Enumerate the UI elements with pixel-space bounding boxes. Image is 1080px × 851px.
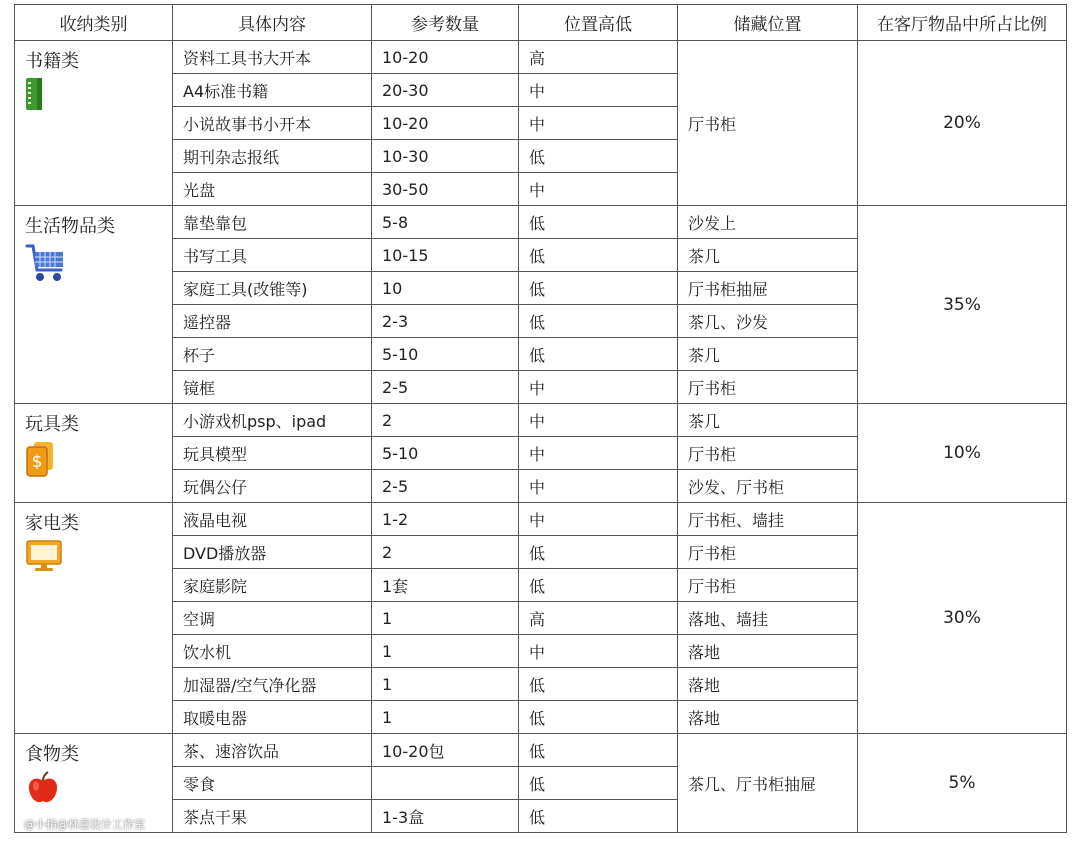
storage-cell: 沙发上 — [678, 206, 858, 239]
shopping-cart-icon — [25, 242, 162, 289]
category-cell — [15, 404, 173, 503]
notebook-icon — [25, 77, 162, 116]
item-cell: A4标准书籍 — [173, 74, 372, 107]
quantity-cell: 20-30 — [372, 74, 519, 107]
item-cell: 液晶电视 — [173, 503, 372, 536]
header-category: 收纳类别 — [15, 5, 173, 41]
percent-cell: 5% — [858, 734, 1067, 833]
storage-cell: 厅书柜 — [678, 536, 858, 569]
header-row — [15, 5, 1067, 41]
height-cell: 中 — [519, 635, 678, 668]
height-cell: 中 — [519, 173, 678, 206]
percent-cell: 10% — [858, 404, 1067, 503]
item-cell: 镜框 — [173, 371, 372, 404]
storage-cell: 厅书柜 — [678, 41, 858, 206]
item-cell: 空调 — [173, 602, 372, 635]
quantity-cell: 10-20 — [372, 41, 519, 74]
height-cell: 中 — [519, 437, 678, 470]
height-cell: 低 — [519, 305, 678, 338]
height-cell: 低 — [519, 272, 678, 305]
storage-table — [14, 4, 1067, 833]
table-row — [15, 404, 1067, 437]
height-cell: 低 — [519, 239, 678, 272]
percent-cell: 20% — [858, 41, 1067, 206]
item-cell: DVD播放器 — [173, 536, 372, 569]
height-cell: 低 — [519, 668, 678, 701]
storage-cell: 茶几、沙发 — [678, 305, 858, 338]
item-cell: 遥控器 — [173, 305, 372, 338]
storage-cell: 厅书柜 — [678, 437, 858, 470]
height-cell: 中 — [519, 503, 678, 536]
item-cell: 靠垫靠包 — [173, 206, 372, 239]
height-cell: 低 — [519, 140, 678, 173]
height-cell: 低 — [519, 338, 678, 371]
storage-cell: 落地 — [678, 668, 858, 701]
item-cell: 加湿器/空气净化器 — [173, 668, 372, 701]
header-height: 位置高低 — [519, 5, 678, 41]
quantity-cell: 1 — [372, 668, 519, 701]
quantity-cell: 10-20 — [372, 107, 519, 140]
quantity-cell: 1 — [372, 635, 519, 668]
item-cell: 杯子 — [173, 338, 372, 371]
storage-cell: 厅书柜抽屉 — [678, 272, 858, 305]
storage-cell: 落地、墙挂 — [678, 602, 858, 635]
height-cell: 高 — [519, 602, 678, 635]
category-name: 玩具类 — [25, 414, 79, 435]
category-name: 食物类 — [25, 744, 79, 765]
height-cell: 中 — [519, 470, 678, 503]
item-cell: 家庭影院 — [173, 569, 372, 602]
table-row — [15, 206, 1067, 239]
apple-icon — [25, 770, 162, 811]
storage-cell: 厅书柜 — [678, 569, 858, 602]
item-cell: 小游戏机psp、ipad — [173, 404, 372, 437]
watermark: @小指@林意设计工作室 — [24, 818, 145, 831]
item-cell: 资料工具书大开本 — [173, 41, 372, 74]
item-cell: 期刊杂志报纸 — [173, 140, 372, 173]
header-item: 具体内容 — [173, 5, 372, 41]
quantity-cell: 2-3 — [372, 305, 519, 338]
height-cell: 高 — [519, 41, 678, 74]
storage-cell: 茶几、厅书柜抽屉 — [678, 734, 858, 833]
height-cell: 低 — [519, 701, 678, 734]
storage-cell: 落地 — [678, 635, 858, 668]
height-cell: 中 — [519, 107, 678, 140]
quantity-cell: 30-50 — [372, 173, 519, 206]
header-percent: 在客厅物品中所占比例 — [858, 5, 1067, 41]
item-cell: 零食 — [173, 767, 372, 800]
table-row — [15, 734, 1067, 767]
height-cell: 中 — [519, 404, 678, 437]
category-name: 生活物品类 — [25, 216, 115, 237]
quantity-cell: 1-2 — [372, 503, 519, 536]
quantity-cell: 1 — [372, 602, 519, 635]
item-cell: 小说故事书小开本 — [173, 107, 372, 140]
quantity-cell: 1套 — [372, 569, 519, 602]
category-cell — [15, 206, 173, 404]
percent-cell: 30% — [858, 503, 1067, 734]
storage-cell: 落地 — [678, 701, 858, 734]
storage-cell: 茶几 — [678, 404, 858, 437]
item-cell: 取暖电器 — [173, 701, 372, 734]
height-cell: 低 — [519, 569, 678, 602]
storage-cell: 茶几 — [678, 239, 858, 272]
quantity-cell: 1 — [372, 701, 519, 734]
height-cell: 低 — [519, 767, 678, 800]
quantity-cell — [372, 767, 519, 800]
header-storage: 储藏位置 — [678, 5, 858, 41]
quantity-cell: 5-10 — [372, 338, 519, 371]
height-cell: 低 — [519, 206, 678, 239]
storage-cell: 茶几 — [678, 338, 858, 371]
height-cell: 中 — [519, 74, 678, 107]
category-cell — [15, 41, 173, 206]
item-cell: 茶点干果 — [173, 800, 372, 833]
quantity-cell: 5-10 — [372, 437, 519, 470]
quantity-cell: 2-5 — [372, 371, 519, 404]
quantity-cell: 10-15 — [372, 239, 519, 272]
table-row — [15, 41, 1067, 74]
height-cell: 低 — [519, 734, 678, 767]
height-cell: 低 — [519, 536, 678, 569]
item-cell: 茶、速溶饮品 — [173, 734, 372, 767]
quantity-cell: 5-8 — [372, 206, 519, 239]
storage-cell: 厅书柜 — [678, 371, 858, 404]
quantity-cell: 1-3盒 — [372, 800, 519, 833]
item-cell: 书写工具 — [173, 239, 372, 272]
storage-cell: 厅书柜、墙挂 — [678, 503, 858, 536]
percent-cell: 35% — [858, 206, 1067, 404]
storage-cell: 沙发、厅书柜 — [678, 470, 858, 503]
monitor-icon — [25, 539, 162, 578]
header-quantity: 参考数量 — [372, 5, 519, 41]
item-cell: 玩具模型 — [173, 437, 372, 470]
height-cell: 低 — [519, 800, 678, 833]
category-name: 书籍类 — [25, 51, 79, 72]
item-cell: 家庭工具(改锥等) — [173, 272, 372, 305]
quantity-cell: 10 — [372, 272, 519, 305]
toy-card-icon — [25, 440, 162, 483]
quantity-cell: 2-5 — [372, 470, 519, 503]
item-cell: 玩偶公仔 — [173, 470, 372, 503]
quantity-cell: 10-20包 — [372, 734, 519, 767]
item-cell: 饮水机 — [173, 635, 372, 668]
category-cell — [15, 503, 173, 734]
svg-text:$: $ — [31, 452, 43, 472]
category-name: 家电类 — [25, 513, 79, 534]
quantity-cell: 2 — [372, 404, 519, 437]
quantity-cell: 10-30 — [372, 140, 519, 173]
item-cell: 光盘 — [173, 173, 372, 206]
quantity-cell: 2 — [372, 536, 519, 569]
table-row — [15, 503, 1067, 536]
height-cell: 中 — [519, 371, 678, 404]
